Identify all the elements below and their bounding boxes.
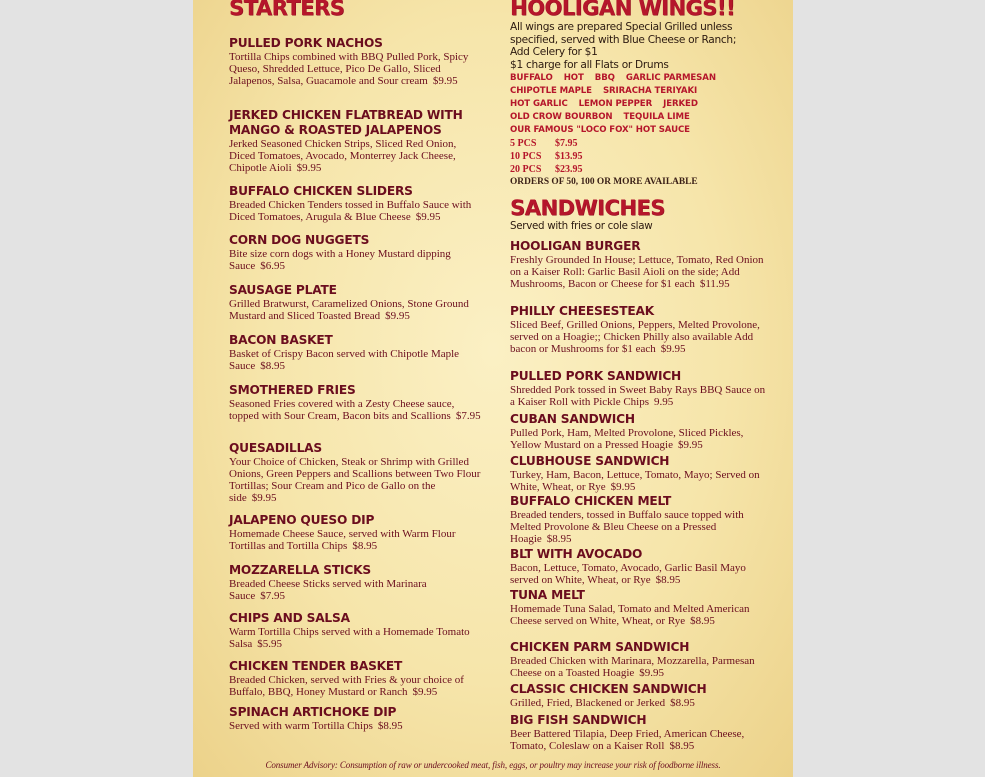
item-description: Homemade Cheese Sauce, served with Warm Flour Tortillas and Tortilla Chips $8.95: [229, 528, 456, 552]
item-price: $5.95: [257, 638, 282, 650]
item-name: CHIPS AND SALSA: [229, 611, 350, 625]
wing-price-row: 5 PCS $7.95: [510, 138, 578, 149]
wings-intro: All wings are prepared Special Grilled unless specified, served with Blue Cheese or Ranch; Add Celery for $1: [510, 21, 737, 59]
menu-item: [229, 36, 481, 87]
item-description: Breaded Chicken, served with Fries & your choice of Buffalo, BBQ, Honey Mustard or Ranch $9.95: [229, 674, 464, 698]
item-description: Grilled Bratwurst, Caramelized Onions, Stone Ground Mustard and Sliced Toasted Bread $9.95: [229, 298, 469, 322]
item-name: SMOTHERED FRIES: [229, 383, 356, 397]
item-name: CHICKEN TENDER BASKET: [229, 659, 403, 673]
item-price: $9.95: [432, 75, 458, 87]
item-description: Sliced Beef, Grilled Onions, Peppers, Melted Provolone, served on a Hoagie;; Chicken Philly also available Add bacon or Mushrooms for $1 each $9.95: [510, 319, 760, 355]
item-name: BUFFALO CHICKEN SLIDERS: [229, 184, 413, 198]
menu-item: [510, 640, 766, 679]
flavor-row: BUFFALO HOT BBQ GARLIC PARMESAN: [510, 73, 716, 83]
menu-item: [229, 383, 481, 422]
item-description: Warm Tortilla Chips served with a Homemade Tomato Salsa $5.95: [229, 626, 470, 650]
item-price: $7.95: [455, 410, 481, 422]
item-price: $9.95: [251, 492, 277, 504]
menu-item: [229, 333, 481, 372]
menu-item: [229, 513, 481, 552]
item-price: $7.95: [260, 590, 286, 602]
item-name: CORN DOG NUGGETS: [229, 233, 370, 247]
wings-flats-note: $1 charge for all Flats or Drums: [510, 58, 669, 71]
menu-item: [510, 412, 766, 451]
item-price: $11.95: [699, 278, 730, 290]
item-name: BLT WITH AVOCADO: [510, 547, 643, 561]
sandwiches-subtitle: Served with fries or cole slaw: [510, 220, 653, 232]
item-price: $9.95: [677, 439, 703, 451]
menu-item: [510, 494, 766, 545]
flavor-row: OUR FAMOUS "LOCO FOX" HOT SAUCE: [510, 124, 690, 135]
item-description: Freshly Grounded In House; Lettuce, Tomato, Red Onion on a Kaiser Roll: Garlic Basil Aioli on the side; Add Mushrooms, Bacon or Cheese for $1 each $11.95: [510, 254, 764, 290]
item-description: Tortilla Chips combined with BBQ Pulled Pork, Spicy Queso, Shredded Lettuce, Pico De Gallo, Sliced Jalapenos, Salsa, Guacamole and Sour cream $9.95: [229, 51, 469, 87]
item-price: $8.95: [352, 540, 378, 552]
item-description: Shredded Pork tossed in Sweet Baby Rays BBQ Sauce on a Kaiser Roll with Pickle Chips 9.95: [510, 384, 766, 408]
item-name: HOOLIGAN BURGER: [510, 239, 641, 253]
item-price: $9.95: [296, 162, 322, 174]
item-name: TUNA MELT: [510, 588, 585, 602]
item-price: $8.95: [690, 615, 715, 627]
flavor-row: CHIPOTLE MAPLE SRIRACHA TERIYAKI: [510, 85, 698, 96]
menu-item: [510, 588, 766, 627]
menu-item: [510, 369, 766, 408]
menu-item: [229, 659, 481, 698]
item-name: BIG FISH SANDWICH: [510, 713, 647, 727]
item-description: Basket of Crispy Bacon served with Chipotle Maple Sauce $8.95: [229, 348, 460, 372]
item-name: SAUSAGE PLATE: [229, 283, 337, 297]
item-price: $8.95: [546, 533, 572, 545]
item-price: $8.95: [670, 697, 695, 709]
item-name: PULLED PORK NACHOS: [229, 36, 383, 50]
menu-item: [510, 547, 766, 586]
item-name: BACON BASKET: [229, 333, 333, 347]
item-name: CUBAN SANDWICH: [510, 412, 635, 426]
item-name: PHILLY CHEESESTEAK: [510, 304, 654, 318]
item-description: Beer Battered Tilapia, Deep Fried, American Cheese, Tomato, Coleslaw on a Kaiser Roll $8.95: [510, 728, 745, 752]
consumer-advisory: Consumer Advisory: Consumption of raw or undercooked meat, fish, eggs, or poultry may increase your risk of foodborne illness.: [265, 760, 721, 770]
item-description: Pulled Pork, Ham, Melted Provolone, Sliced Pickles, Yellow Mustard on a Pressed Hoagie $9.95: [510, 427, 744, 451]
menu-item: [229, 611, 481, 650]
item-description: Breaded Chicken with Marinara, Mozzarella, Parmesan Cheese on a Toasted Hoagie $9.95: [510, 655, 755, 679]
item-name: CHICKEN PARM SANDWICH: [510, 640, 690, 654]
bulk-orders-note: ORDERS OF 50, 100 OR MORE AVAILABLE: [510, 177, 698, 187]
item-price: $9.95: [639, 667, 665, 679]
item-price: $9.95: [385, 310, 410, 322]
item-description: Seasoned Fries covered with a Zesty Cheese sauce, topped with Sour Cream, Bacon bits and Scallions $7.95: [229, 398, 481, 422]
menu-item: [229, 184, 481, 223]
menu-item: [510, 713, 766, 752]
item-price: $9.95: [412, 686, 438, 698]
item-name: JALAPENO QUESO DIP: [229, 513, 375, 527]
item-name: CLUBHOUSE SANDWICH: [510, 454, 670, 468]
item-price: $9.95: [415, 211, 441, 223]
wing-price-row: 10 PCS $13.95: [510, 151, 583, 162]
menu-item: [229, 283, 481, 322]
item-name: QUESADILLAS: [229, 441, 322, 455]
item-description: Breaded tenders, tossed in Buffalo sauce topped with Melted Provolone & Bleu Cheese on a Pressed Hoagie $8.95: [510, 509, 744, 545]
menu-item: [510, 682, 766, 709]
starters-title: STARTERS: [229, 0, 345, 20]
flavor-row: HOT GARLIC LEMON PEPPER JERKED: [510, 98, 698, 109]
wing-price-row: 20 PCS $23.95: [510, 164, 583, 175]
item-price: $8.95: [260, 360, 286, 372]
item-name: JERKED CHICKEN FLATBREAD WITH MANGO & ROASTED JALAPENOS: [229, 108, 463, 137]
menu-item: [510, 239, 766, 290]
item-price: $8.95: [377, 720, 403, 732]
item-description: Bacon, Lettuce, Tomato, Avocado, Garlic Basil Mayo served on White, Wheat, or Rye $8.95: [510, 562, 746, 586]
menu-item: [229, 705, 481, 732]
item-description: Homemade Tuna Salad, Tomato and Melted American Cheese served on White, Wheat, or Rye $8.95: [510, 603, 750, 627]
item-description: Bite size corn dogs with a Honey Mustard dipping Sauce $6.95: [229, 248, 451, 272]
item-description: Breaded Cheese Sticks served with Marinara Sauce $7.95: [229, 578, 427, 602]
item-description: Grilled, Fried, Blackened or Jerked $8.95: [510, 697, 695, 709]
item-name: BUFFALO CHICKEN MELT: [510, 494, 672, 508]
wing-pricing: [510, 137, 698, 189]
item-name: PULLED PORK SANDWICH: [510, 369, 682, 383]
wing-flavors: [510, 72, 766, 137]
item-price: $6.95: [260, 260, 286, 272]
item-name: MOZZARELLA STICKS: [229, 563, 371, 577]
item-price: 9.95: [654, 396, 674, 408]
flavor-row: OLD CROW BOURBON TEQUILA LIME: [510, 111, 690, 122]
menu-item: [229, 108, 469, 174]
item-description: Turkey, Ham, Bacon, Lettuce, Tomato, Mayo; Served on White, Wheat, or Rye $9.95: [510, 469, 760, 493]
item-description: Served with warm Tortilla Chips $8.95: [229, 720, 403, 732]
item-description: Jerked Seasoned Chicken Strips, Sliced Red Onion, Diced Tomatoes, Avocado, Monterrey Jack Cheese, Chipotle Aioli $9.95: [229, 138, 457, 174]
menu-item: [510, 454, 766, 493]
item-price: $9.95: [660, 343, 686, 355]
item-price: $9.95: [610, 481, 636, 493]
item-description: Your Choice of Chicken, Steak or Shrimp with Grilled Onions, Green Peppers and Scallions between Two Flour Tortillas; Sour Cream and Pico de Gallo on the side $9.95: [229, 456, 481, 504]
item-name: SPINACH ARTICHOKE DIP: [229, 705, 397, 719]
wings-title: HOOLIGAN WINGS!!: [510, 0, 735, 20]
menu-item: [510, 304, 766, 355]
item-price: $8.95: [669, 740, 695, 752]
menu-page: [193, 0, 793, 777]
menu-item: [229, 233, 481, 272]
item-price: $8.95: [655, 574, 681, 586]
wings-info: [510, 21, 750, 71]
item-description: Breaded Chicken Tenders tossed in Buffalo Sauce with Diced Tomatoes, Arugula & Blue Cheese $9.95: [229, 199, 472, 223]
menu-item: [229, 563, 481, 602]
menu-item: [229, 441, 481, 504]
sandwiches-title: SANDWICHES: [510, 196, 665, 220]
item-name: CLASSIC CHICKEN SANDWICH: [510, 682, 707, 696]
